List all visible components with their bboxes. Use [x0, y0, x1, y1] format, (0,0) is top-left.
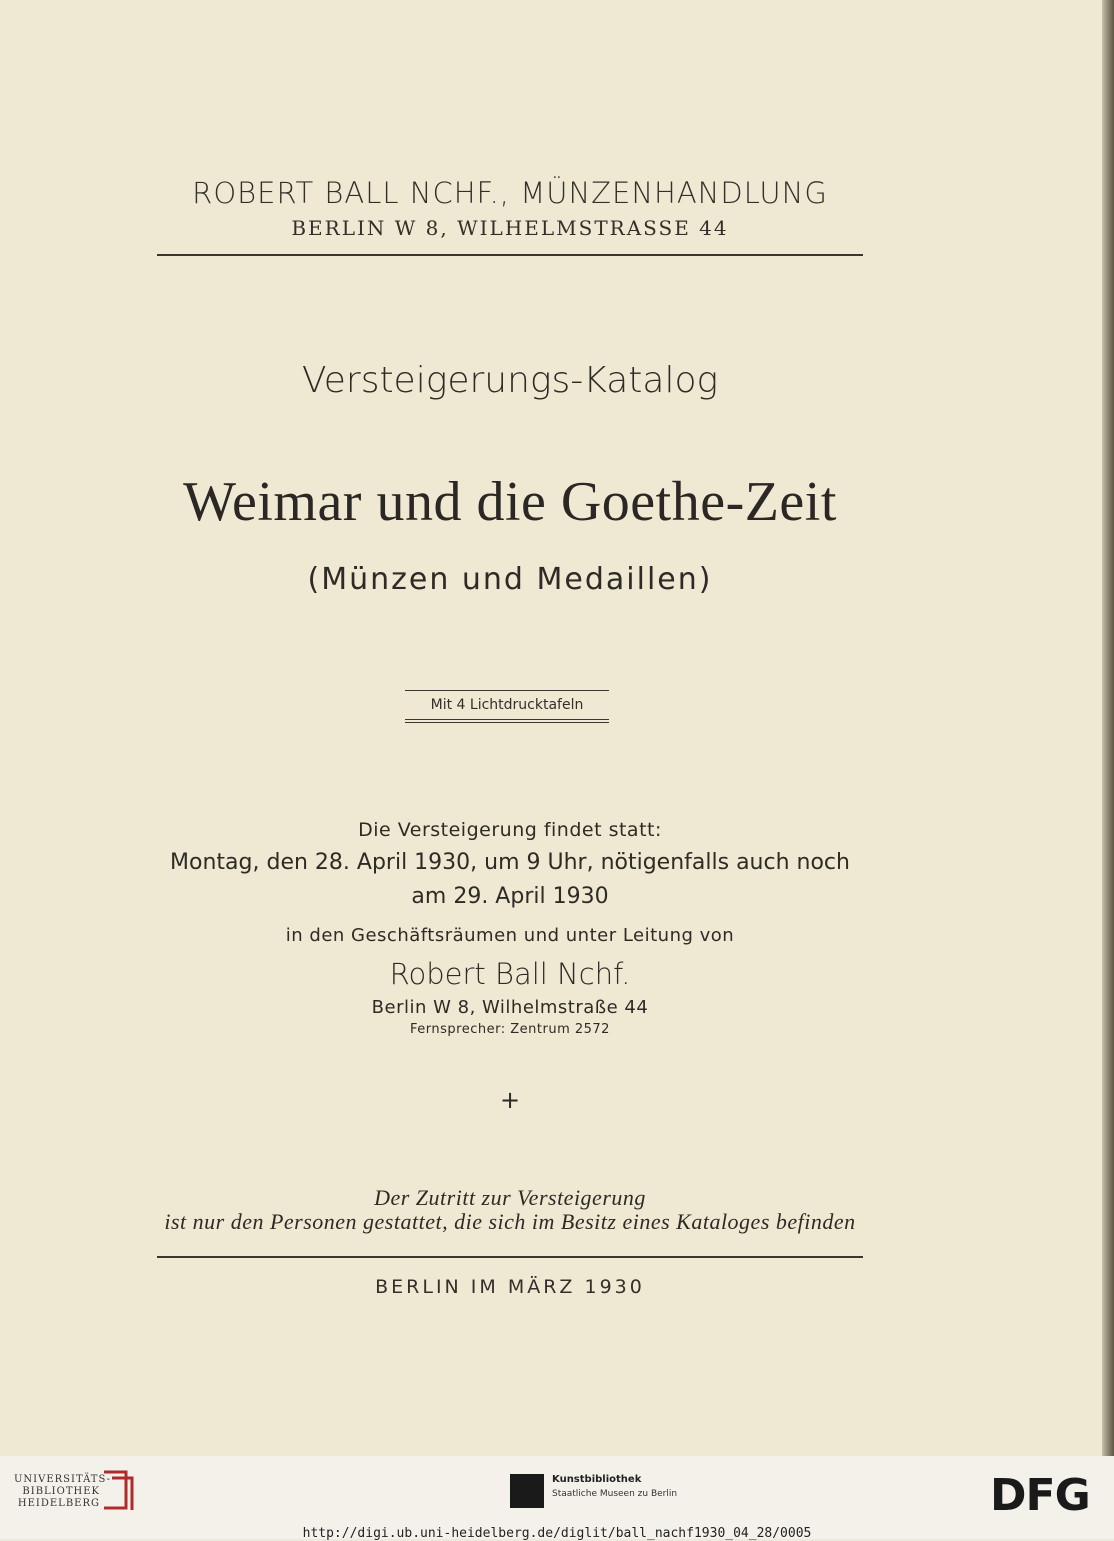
- admission-notice-1: Der Zutritt zur Versteigerung: [374, 1185, 646, 1210]
- auctioneer-name: Robert Ball Nchf.: [389, 957, 631, 991]
- catalog-title: Weimar und die Goethe-Zeit: [183, 471, 837, 533]
- auctioneer-phone: Fernsprecher: Zentrum 2572: [410, 1022, 610, 1037]
- source-url[interactable]: http://digi.ub.uni-heidelberg.de/diglit/ball_nachf1930_04_28/0005: [302, 1526, 812, 1541]
- place-date: BERLIN IM MÄRZ 1930: [375, 1276, 645, 1298]
- university-library-text: UNIVERSITÄTS- BIBLIOTHEK HEIDELBERG: [14, 1474, 112, 1509]
- catalog-label: Versteigerungs-Katalog: [301, 360, 719, 401]
- firm-name: ROBERT BALL NCHF., MÜNZENHANDLUNG: [192, 176, 828, 210]
- auction-line-3: am 29. April 1930: [411, 884, 609, 909]
- firm-address: BERLIN W 8, WILHELMSTRASSE 44: [291, 216, 729, 240]
- admission-notice-2: ist nur den Personen gestattet, die sich im Besitz eines Kataloges befinden: [164, 1209, 856, 1234]
- auction-line-1: Die Versteigerung findet statt:: [358, 819, 662, 841]
- page-edge: [1102, 0, 1114, 1456]
- cross-mark: +: [499, 1086, 521, 1114]
- dfg-logo: DFG: [990, 1470, 1090, 1521]
- plates-note: Mit 4 Lichtdrucktafeln: [405, 690, 609, 720]
- header-rule: [157, 254, 863, 256]
- kunstbibliothek-logo-icon: [510, 1474, 544, 1508]
- auctioneer-address: Berlin W 8, Wilhelmstraße 44: [371, 997, 649, 1018]
- footer-rule: [157, 1256, 863, 1258]
- auction-line-4: in den Geschäftsräumen und unter Leitung von: [285, 925, 735, 946]
- kunstbibliothek-name: Kunstbibliothek: [552, 1474, 642, 1485]
- university-logo-icon: [100, 1468, 136, 1512]
- catalog-subtitle: (Münzen und Medaillen): [307, 562, 713, 597]
- auction-line-2: Montag, den 28. April 1930, um 9 Uhr, nötigenfalls auch noch: [170, 850, 850, 875]
- viewer-footer: [0, 1456, 1114, 1539]
- kunstbibliothek-subtitle: Staatliche Museen zu Berlin: [552, 1489, 678, 1499]
